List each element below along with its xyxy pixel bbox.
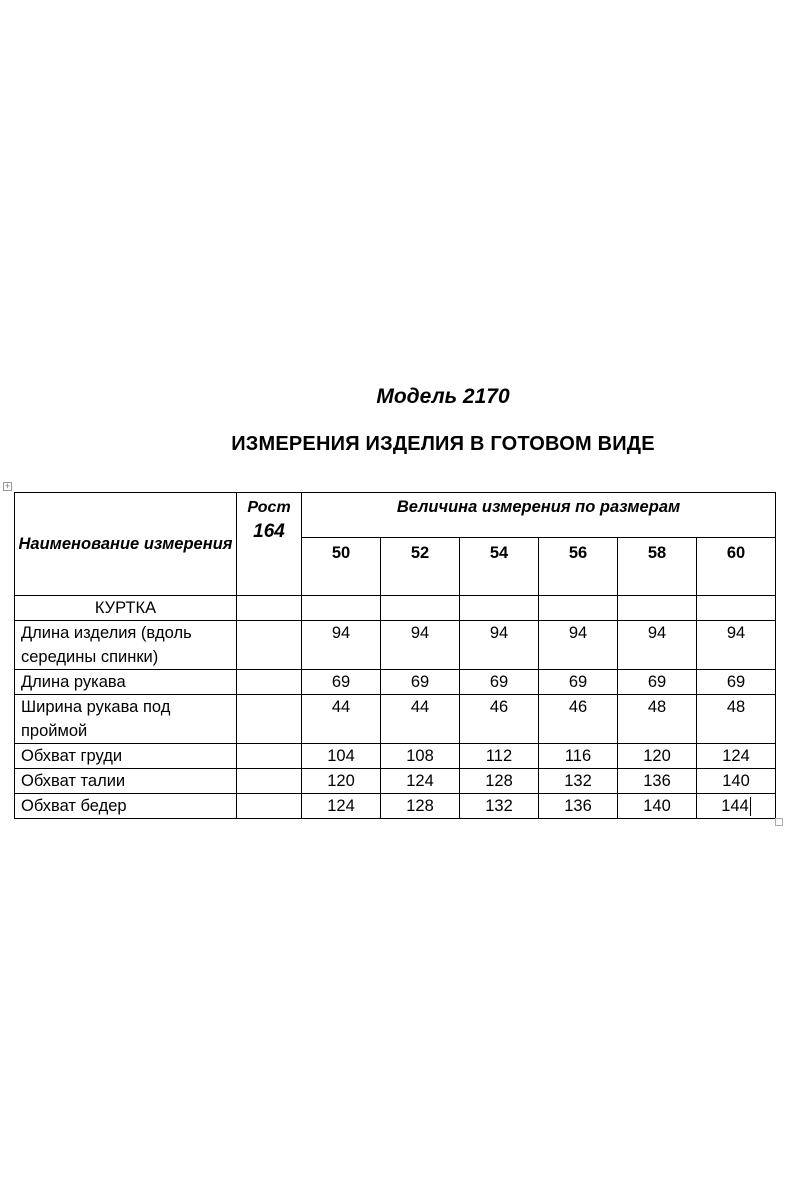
section-row (15, 596, 776, 621)
model-title: Модель 2170 (376, 385, 510, 408)
value-cell: 120 (302, 769, 381, 794)
value-cell: 69 (618, 670, 697, 695)
value-cell: 94 (539, 621, 618, 670)
height-cell (237, 744, 302, 769)
value-cell: 69 (539, 670, 618, 695)
document-title: ИЗМЕРЕНИЯ ИЗДЕЛИЯ В ГОТОВОМ ВИДЕ (231, 433, 655, 455)
header-height-label: Рост (247, 499, 291, 516)
header-size: 56 (539, 538, 618, 596)
table-row (15, 695, 776, 744)
header-size: 60 (697, 538, 776, 596)
header-size: 54 (460, 538, 539, 596)
value-cell: 69 (697, 670, 776, 695)
row-name: Обхват груди (15, 744, 237, 769)
value-cell: 46 (460, 695, 539, 744)
header-sizes-group: Величина измерения по размерам (302, 493, 776, 538)
value-cell: 132 (460, 794, 539, 819)
row-name: Обхват талии (15, 769, 237, 794)
value-cell: 124 (302, 794, 381, 819)
value-cell: 94 (381, 621, 460, 670)
empty-cell (539, 596, 618, 621)
height-cell (237, 695, 302, 744)
value-cell: 116 (539, 744, 618, 769)
table-row (15, 621, 776, 670)
value-cell: 120 (618, 744, 697, 769)
section-label: КУРТКА (15, 596, 237, 621)
value-cell: 124 (697, 744, 776, 769)
table-row (15, 769, 776, 794)
row-name: Длина рукава (15, 670, 237, 695)
empty-cell (302, 596, 381, 621)
value-cell: 94 (697, 621, 776, 670)
value-cell: 69 (302, 670, 381, 695)
header-height-value: 164 (253, 521, 285, 542)
header-height (237, 493, 302, 596)
empty-cell (237, 596, 302, 621)
value-cell: 112 (460, 744, 539, 769)
last-value: 144 (721, 797, 749, 815)
value-cell: 108 (381, 744, 460, 769)
header-row-top (15, 493, 776, 538)
row-name: Обхват бедер (15, 794, 237, 819)
value-cell: 94 (618, 621, 697, 670)
header-size: 52 (381, 538, 460, 596)
value-cell: 128 (381, 794, 460, 819)
value-cell: 104 (302, 744, 381, 769)
height-cell (237, 621, 302, 670)
value-cell: 48 (618, 695, 697, 744)
row-name: Длина изделия (вдоль середины спинки) (15, 621, 237, 670)
table-row (15, 744, 776, 769)
value-cell: 124 (381, 769, 460, 794)
empty-cell (697, 596, 776, 621)
value-cell: 136 (539, 794, 618, 819)
empty-cell (618, 596, 697, 621)
table-row (15, 794, 776, 819)
header-measurement-name: Наименование измерения (15, 493, 237, 596)
height-cell (237, 769, 302, 794)
value-cell-last[interactable] (697, 794, 776, 819)
value-cell: 46 (539, 695, 618, 744)
row-name: Ширина рукава под проймой (15, 695, 237, 744)
value-cell: 94 (460, 621, 539, 670)
value-cell: 140 (618, 794, 697, 819)
value-cell: 69 (381, 670, 460, 695)
value-cell: 132 (539, 769, 618, 794)
text-cursor (750, 797, 751, 816)
value-cell: 140 (697, 769, 776, 794)
value-cell: 48 (697, 695, 776, 744)
table-resize-handle-icon[interactable] (775, 818, 783, 826)
table-row (15, 670, 776, 695)
measurements-table (14, 492, 776, 819)
header-size: 58 (618, 538, 697, 596)
empty-cell (460, 596, 539, 621)
value-cell: 44 (381, 695, 460, 744)
value-cell: 69 (460, 670, 539, 695)
height-cell (237, 794, 302, 819)
value-cell: 44 (302, 695, 381, 744)
empty-cell (381, 596, 460, 621)
value-cell: 136 (618, 769, 697, 794)
height-cell (237, 670, 302, 695)
table-move-handle-icon[interactable]: + (4, 481, 11, 491)
value-cell: 128 (460, 769, 539, 794)
value-cell: 94 (302, 621, 381, 670)
header-size: 50 (302, 538, 381, 596)
